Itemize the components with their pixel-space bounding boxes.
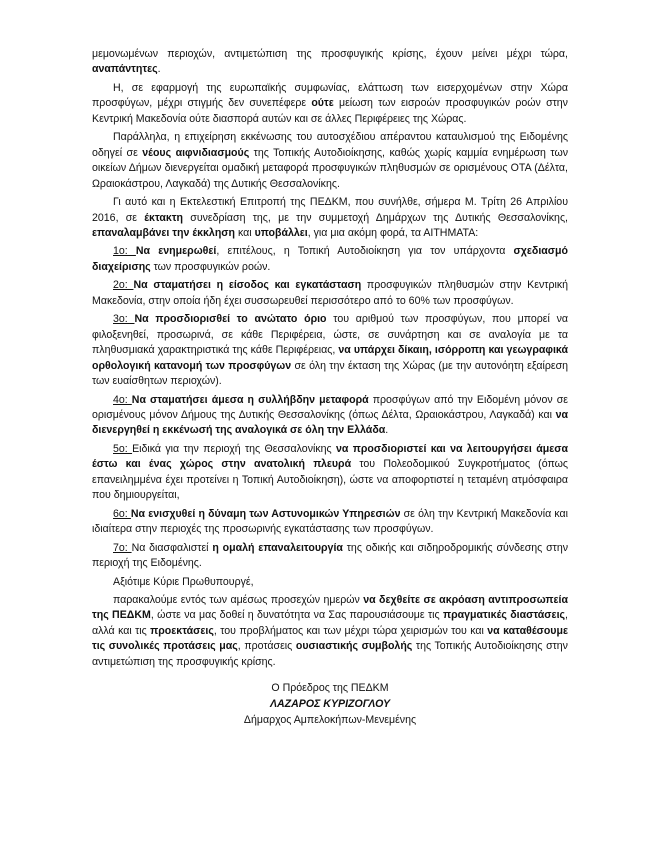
text-run: προσφύγων από την Ειδομένη μόνον σε ορισμένους μόνον Δήμους της Δυτικής Θεσσαλονίκης (όπως Δέλτα, Ωραιοκάστρου, Λαγκαδά) και [92, 393, 568, 421]
text-run: των προσφυγικών ροών. [150, 260, 271, 273]
text-run: επαναλαμβάνει την έκκληση [92, 226, 236, 239]
text-run: του Πολεοδομικού Συγκροτήματος (όπως επανειλημμένα έχει προτείνει η Τοπική Αυτοδιοίκηση), ώστε να αποφορτιστεί η τεταμένη ατμόσφαιρα που δημιουργείται, [92, 458, 568, 502]
text-run: Γι αυτό και η Εκτελεστική Επιτροπή της ΠΕΔΚΜ, που συνήλθε, σήμερα Μ. Τρίτη 26 Απριλίου 2016, σε [92, 196, 568, 224]
text-run: , προτάσεις [237, 640, 296, 653]
demand-6 [92, 507, 568, 538]
text-run: 5ο: [113, 442, 133, 455]
paragraph [92, 47, 568, 78]
text-run: . [385, 424, 389, 437]
text-run: σε όλη την έκταση της Χώρας (με την αυτονόητη εξαίρεση των ευαίσθητων περιοχών). [92, 359, 568, 388]
text-run: Να ενημερωθεί [135, 245, 217, 258]
paragraph [92, 195, 568, 241]
text-run: Η, σε εφαρμογή της ευρωπαϊκής συμφωνίας, ελάττωση των εισερχομένων στην Χώρα προσφύγων, μέχρι στιγμής δεν συνεπέφερε [92, 81, 568, 110]
text-run: να δεχθείτε σε ακρόαση αντιπροσωπεία της ΠΕΔΚΜ [92, 593, 568, 622]
salutation [92, 575, 568, 590]
paragraph [92, 130, 568, 192]
text-run: προεκτάσεις [150, 624, 214, 637]
text-run: , για μια ακόμη φορά, τα ΑΙΤΗΜΑΤΑ: [307, 226, 479, 239]
signature-name: ΛΑΖΑΡΟΣ ΚΥΡΙΖΟΓΛΟΥ [269, 698, 391, 711]
text-run: νέους αιφνιδιασμούς [142, 146, 250, 159]
text-run: 2ο: [113, 279, 134, 292]
text-run: της οδικής και σιδηροδρομικής σύνδεσης στην περιοχή της Ειδομένης. [92, 541, 569, 570]
text-run: Παράλληλα, η επιχείρηση εκκένωσης του αυτοσχέδιου απέραντου καταυλισμού της Ειδομένης οδηγεί σε [92, 131, 568, 159]
text-run: να προσδιοριστεί και να λειτουργήσει άμεσα έστω και ένας χώρος στην ανατολική πλευρά [92, 442, 568, 471]
text-run: , αλλά και τις [92, 609, 568, 637]
text-run: παρακαλούμε εντός των αμέσως προσεχών ημερών [113, 593, 364, 606]
text-run: Να ενισχυθεί η δύναμη των Αστυνομικών Υπηρεσιών [130, 507, 401, 520]
text-run: Να προσδιορισθεί το ανώτατο όριο [134, 313, 327, 326]
signature-block [92, 680, 568, 728]
text-run: σχεδιασμό διαχείρισης [92, 245, 568, 273]
text-run: να διενεργηθεί η εκκένωσή της αναλογικά σε όλη την Ελλάδα [92, 408, 568, 437]
text-run: η ομαλή επαναλειτουργία [212, 541, 343, 554]
text-run: , ώστε να μας δοθεί η δυνατότητα να Σας παρουσιάσουμε τις [150, 609, 443, 622]
text-run: προσφυγικών πληθυσμών στην Κεντρική Μακεδονία, στην οποία ήδη έχει συσσωρευθεί περισσότερο από το 60% των προσφύγων. [92, 279, 569, 307]
text-run: . [157, 63, 161, 76]
demand-2 [92, 278, 568, 309]
text-run: Να διασφαλιστεί [131, 541, 213, 554]
text-run: 6ο: [113, 507, 131, 520]
text-run: μείωση των εισροών προσφυγικών ροών στην Κεντρική Μακεδονία ούτε διασπορά αυτών και σε άλλες Περιφέρειες της Χώρας. [92, 97, 568, 125]
text-run: να καταθέσουμε τις συνολικές προτάσεις μας [92, 624, 568, 653]
text-run: σε όλη την Κεντρική Μακεδονία και ιδιαίτερα στην περιοχές της προσωρινής εγκατάστασης των προσφύγων. [92, 507, 569, 536]
demand-5 [92, 442, 568, 504]
text-run: Ειδικά για την περιοχή της Θεσσαλονίκης [132, 442, 336, 455]
text-run: της Τοπικής Αυτοδιοίκησης στην αντιμετώπιση της προσφυγικής κρίσης. [92, 640, 568, 668]
text-run: και [235, 226, 255, 239]
text-run: αναπάντητες [92, 63, 158, 76]
text-run: να υπάρχει δίκαιη, ισόρροπη και γεωγραφικά ορθολογική κατανομή των προσφύγων [92, 344, 568, 372]
demand-3 [92, 312, 568, 389]
paragraph [92, 81, 568, 127]
text-run: μεμονωμένων περιοχών, αντιμετώπιση της προσφυγικής κρίσης, έχουν μείνει μέχρι τώρα, [92, 48, 568, 60]
text-run: του αριθμού των προσφύγων, που μπορεί να φιλοξενηθεί, προσωρινά, σε κάθε Περιφέρεια, ώστε, σε συνάρτηση και σε αναλογία με τα πληθυσμιακά χαρακτηριστικά της κάθε Περιφέρειας, [92, 313, 569, 357]
demand-4 [92, 393, 568, 439]
text-run: της Τοπικής Αυτοδιοίκησης, καθώς χωρίς καμμία ενημέρωση των οικείων Δήμων διενεργείται ομαδική μεταφορά προσφυγικών πληθυσμών σε ορισμένους ΟΤΑ (Δέλτα, Ωραιοκάστρου, Λαγκαδά) της Δυτικής Θεσσαλονίκης. [92, 146, 569, 190]
text-run: 4ο: [113, 393, 132, 406]
demand-1 [92, 244, 568, 275]
text-run: 1ο: [113, 245, 136, 258]
text-run: έκτακτη [144, 211, 184, 224]
text-run: Να σταματήσει άμεσα η συλλήβδην μεταφορά [131, 393, 369, 406]
closing-paragraph [92, 593, 568, 670]
text-run: πραγματικές διαστάσεις [442, 609, 566, 622]
text-run: ουσιαστικής συμβολής [295, 640, 413, 653]
text-run: Αξιότιμε Κύριε Πρωθυπουργέ, [113, 575, 254, 588]
signature-role: Ο Πρόεδρος της ΠΕΔΚΜ [271, 682, 389, 695]
text-run: Να σταματήσει η είσοδος και εγκατάσταση [133, 279, 362, 292]
text-run: υποβάλλει [254, 226, 308, 239]
text-run: , επιτέλους, η Τοπική Αυτοδιοίκηση για τον υπάρχοντα [216, 245, 514, 258]
signature-title: Δήμαρχος Αμπελοκήπων-Μενεμένης [243, 714, 417, 727]
demand-7 [92, 541, 568, 572]
text-run: 7ο: [113, 541, 132, 554]
text-run: 3ο: [113, 313, 135, 326]
text-run: συνεδρίαση της, με την συμμετοχή Δημάρχων της Δυτικής Θεσσαλονίκης, [183, 211, 568, 224]
text-run: , του προβλήματος και των μέχρι τώρα χειρισμών του και [213, 624, 488, 637]
text-run: ούτε [311, 97, 334, 110]
